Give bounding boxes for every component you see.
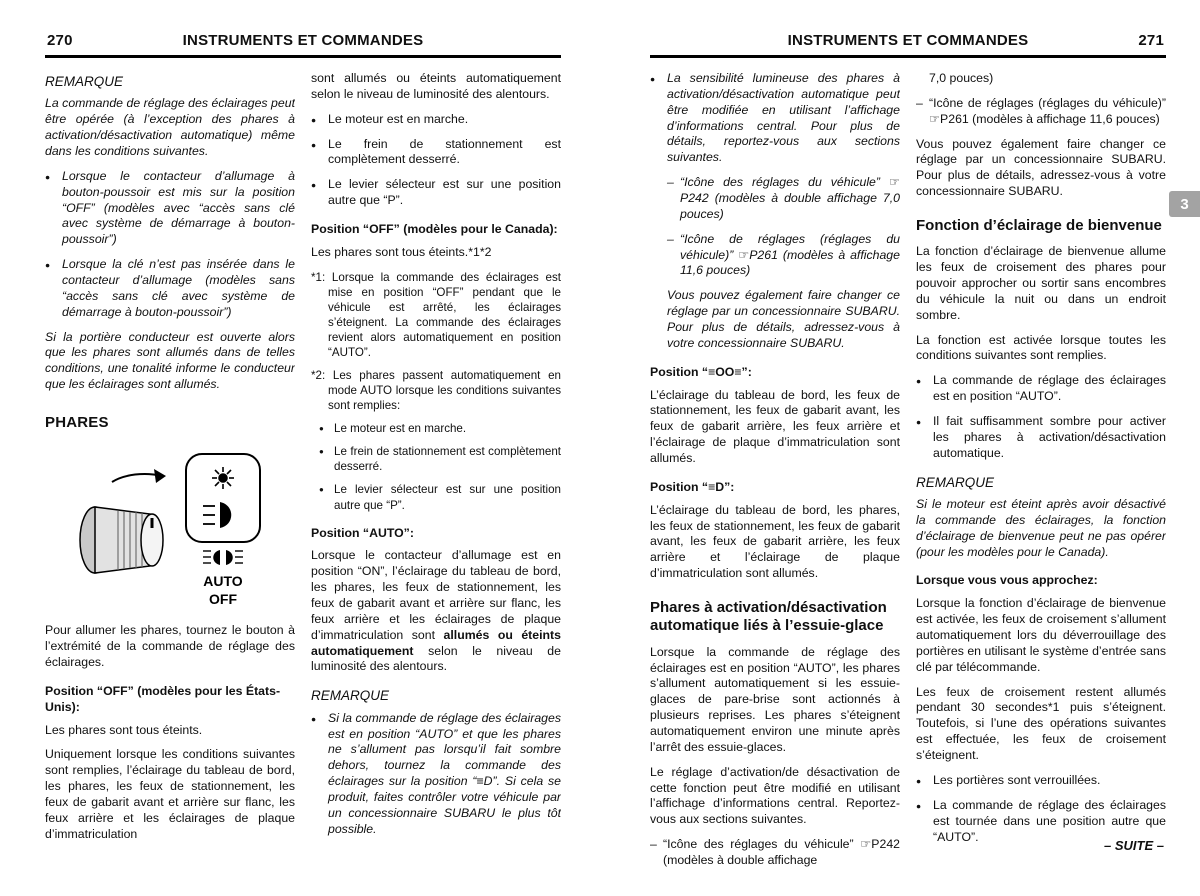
- heading-position-off-canada: Position “OFF” (modèles pour le Canada):: [311, 222, 558, 237]
- list-item: [45, 169, 295, 248]
- paragraph: sont allumés ou éteints automatiquement selon le niveau de luminosité des alentours.: [311, 71, 561, 101]
- list-item: [311, 112, 561, 128]
- paragraph: La fonction est activée lorsque toutes les conditions suivantes sont remplies.: [916, 332, 1166, 363]
- knob-off-label: OFF: [209, 591, 237, 607]
- dash-icon: –: [667, 231, 674, 246]
- paragraph: Vous pouvez également faire changer ce réglage par un concessionnaire SUBARU. Pour plus de détails, adressez-vous à votre concessionnaire SUBARU.: [916, 136, 1166, 199]
- column-3: [650, 71, 900, 878]
- section-heading-welcome-lighting: Fonction d’éclairage de bienvenue: [916, 217, 1162, 235]
- column-2: [311, 71, 561, 852]
- paragraph: Uniquement lorsque les conditions suivantes sont remplies, l’éclairage du tableau de bord, les phares, les feux de stationnement, les feux de gabarit avant et arrière sur flanc, les feux arrière et les éclairages de plaque d’immatriculation: [45, 747, 295, 841]
- headlight-knob-figure: [62, 446, 278, 611]
- list-item: [311, 177, 561, 209]
- list-item-text: La sensibilité lumineuse des phares à activation/désactivation automatique peut être modifiée en utilisant l’affichage d’informations central. Pour plus de détails, reportez-vous aux sections suivantes.: [667, 71, 900, 165]
- list-item: [650, 71, 900, 166]
- paragraph: Pour allumer les phares, tournez le bouton à l’extrémité de la commande de réglage des éclairages.: [45, 623, 295, 669]
- list-item-text: Le moteur est en marche.: [328, 111, 469, 126]
- paragraph: Le réglage d’activation/de désactivation de cette fonction peut être modifié en utilisant l’affichage d’informations central. Reportez-vous aux sections suivantes.: [650, 764, 900, 827]
- remarque-text: La commande de réglage des éclairages peut être opérée (à l’exception des phares à activation/désactivation automatique) même dans les conditions suivantes.: [45, 96, 295, 158]
- list-item-text: Le levier sélecteur est sur une position autre que “P”.: [334, 483, 561, 512]
- bullet-icon: ●: [311, 713, 317, 724]
- list-item-text: Si la commande de réglage des éclairages est en position “AUTO” et que les phares ne s’allument pas lorsqu’il fait sombre dehors, tournez la commande des éclairages sur la position “≡D”. Si cela se produit, faites contrôler votre véhicule par un concessionnaire SUBARU le plus tôt possible.: [328, 710, 561, 836]
- page-271: [650, 0, 1166, 896]
- page-270: [45, 0, 561, 896]
- text-run: selon le niveau de luminosité des alentours.: [311, 643, 561, 674]
- heading-position-off-us: Position “OFF” (modèles pour les États-Unis):: [45, 683, 281, 714]
- dash-list-item: [916, 96, 1166, 128]
- paragraph-position-auto: [311, 548, 561, 675]
- footnote-list-item: [319, 444, 561, 474]
- footnote-list-item: [319, 421, 561, 436]
- heading-position-headlight: Position “≡D”:: [650, 479, 735, 494]
- bold-text-run: allumés ou éteints automatiquement: [311, 627, 561, 658]
- paragraph: Lorsque la commande de réglage des éclairages est en position “AUTO”, les phares s’allument automatiquement si les essuie-glaces de pare-brise sont actionnés à plusieurs reprises. Les phares s’éteignent automatiquement environ une minute après l’arrêt des essuie-glaces.: [650, 644, 900, 754]
- bullet-icon: ●: [311, 180, 317, 191]
- list-item-text: Il fait suffisamment sombre pour activer les phares à activation/désactivation automatique.: [933, 414, 1166, 460]
- left-running-title: INSTRUMENTS ET COMMANDES: [182, 32, 424, 49]
- list-item: [916, 773, 1166, 789]
- bullet-icon: ●: [916, 417, 922, 428]
- section-heading-phares: PHARES: [45, 414, 109, 432]
- left-page-header: [45, 32, 561, 58]
- paragraph: Si la portière conducteur est ouverte alors que les phares sont allumés dans de telles conditions, une tonalité informe le conducteur que les éclairages sont allumés.: [45, 329, 295, 392]
- bullet-icon: ●: [319, 485, 324, 495]
- list-item-text: “Icône des réglages du véhicule” ☞P242 (modèles à double affichage 7,0 pouces): [680, 175, 900, 221]
- rotation-arrowhead: [154, 469, 166, 483]
- list-item-text: “Icône de réglages (réglages du véhicule)” ☞P261 (modèles à affichage 11,6 pouces): [680, 231, 900, 278]
- bullet-icon: ●: [650, 74, 656, 84]
- bullet-icon: ●: [916, 376, 922, 387]
- list-item-text: La commande de réglage des éclairages est tournée dans une position autre que “AUTO”.: [933, 797, 1166, 844]
- list-item: [45, 257, 295, 320]
- bullet-icon: ●: [311, 114, 317, 125]
- dash-list-item: [667, 175, 900, 223]
- page-number-270: 270: [47, 32, 73, 49]
- bullet-icon: ●: [311, 139, 317, 150]
- continuation-text: 7,0 pouces): [929, 71, 994, 85]
- right-running-title: INSTRUMENTS ET COMMANDES: [787, 32, 1029, 49]
- paragraph: Les phares sont tous éteints.*1*2: [311, 244, 492, 259]
- footnote-1: *1: Lorsque la commande des éclairages est mise en position “OFF” pendant que le véhicule est arrêté, les éclairages s’éteignent. La commande des éclairages revient alors automatiquement en position “AUTO”.: [311, 270, 561, 360]
- footnote-list-item: [319, 482, 561, 512]
- bullet-icon: ●: [45, 260, 51, 271]
- remarque-text: Si le moteur est éteint après avoir désactivé la commande des éclairages, la fonction d’éclairage de bienvenue peut ne pas opérer (pour les modèles pour le Canada).: [916, 497, 1166, 559]
- paragraph: Les feux de croisement restent allumés pendant 30 secondes*1 puis s’éteignent. Toutefois, si l’une des opérations suivantes est effectuée, les feux de croisement s’éteignent.: [916, 684, 1166, 763]
- paragraph: L’éclairage du tableau de bord, les feux de stationnement, les feux de gabarit avant, les feux de gabarit arrière, les feux arrière et l’éclairage de plaque d’immatriculation sont allumés.: [650, 387, 900, 466]
- knob-auto-label: AUTO: [203, 573, 243, 590]
- dash-list-item: [667, 232, 900, 280]
- list-item-text: “Icône de réglages (réglages du véhicule)” ☞P261 (modèles à affichage 11,6 pouces): [929, 95, 1166, 126]
- remarque-heading: REMARQUE: [311, 688, 390, 704]
- position-lamps-icon: [212, 467, 234, 489]
- right-page-header: [650, 32, 1166, 58]
- paragraph: Vous pouvez également faire changer ce réglage par un concessionnaire SUBARU. Pour plus de détails, adressez-vous à votre concessionnaire SUBARU.: [667, 288, 900, 350]
- paragraph: Les phares sont tous éteints.: [45, 722, 203, 737]
- heading-position-parking: Position “≡OO≡”:: [650, 364, 752, 379]
- dash-icon: –: [916, 95, 923, 110]
- dash-icon: –: [667, 175, 674, 190]
- list-item-text: Lorsque la clé n’est pas insérée dans le contacteur d’allumage (modèles sans “accès sans clé avec système de démarrage à bouton-poussoir”): [62, 257, 295, 319]
- bullet-icon: ●: [45, 171, 51, 182]
- column-4: [916, 71, 1166, 878]
- chapter-tab-3: 3: [1169, 191, 1200, 217]
- paragraph: La fonction d’éclairage de bienvenue allume les feux de croisement des phares pour pouvoir approcher ou sortir sans encombres du véhicule la nuit ou dans un endroit sombre.: [916, 244, 1166, 322]
- bullet-icon: ●: [319, 447, 324, 457]
- heading-when-you-approach: Lorsque vous vous approchez:: [916, 573, 1098, 588]
- text-run: Lorsque le contacteur d’allumage est en position “ON”, l’éclairage du tableau de bord, les phares, les feux de stationnement, les feux de gabarit avant et arrière sur flanc, les feux arrière et les éclairages de plaque d’immatriculation sont: [311, 548, 561, 642]
- headlight-control-illustration: [62, 446, 278, 606]
- continued-marker: – SUITE –: [1104, 838, 1164, 853]
- list-item-text: Le frein de stationnement est complètement desserré.: [328, 136, 561, 167]
- list-item: [311, 711, 561, 838]
- bullet-icon: ●: [916, 800, 922, 811]
- list-item: [916, 414, 1166, 462]
- rotation-arrow: [112, 474, 162, 482]
- dash-list-item: [650, 837, 900, 869]
- parking-lamps-icon: [203, 550, 243, 565]
- list-item-text: Le levier sélecteur est sur une position autre que “P”.: [328, 177, 561, 208]
- heading-position-auto: Position “AUTO”:: [311, 525, 414, 540]
- bullet-icon: ●: [916, 775, 922, 786]
- paragraph: Lorsque la fonction d’éclairage de bienvenue est activée, les feux de croisement s’allument automatiquement lors du déverrouillage des portières en utilisant le système d’entrée sans clé par télécommande.: [916, 596, 1166, 674]
- section-heading-wiper-linked-headlights: Phares à activation/désactivation automatique liés à l’essuie-glace: [650, 599, 887, 635]
- list-item-text: Le frein de stationnement est complètement desserré.: [334, 445, 561, 474]
- paragraph: L’éclairage du tableau de bord, les phares, les feux de stationnement, les feux de gabarit avant, les feux de gabarit arrière, les feux arrière et l’éclairage de plaque d’immatriculation sont allumés.: [650, 502, 900, 581]
- list-item-text: Le moteur est en marche.: [334, 422, 467, 436]
- remarque-heading: REMARQUE: [916, 474, 995, 490]
- column-1: [45, 71, 295, 852]
- list-item: [311, 137, 561, 169]
- remarque-heading: REMARQUE: [45, 74, 124, 89]
- page-number-271: 271: [1138, 32, 1164, 49]
- list-item-text: Les portières sont verrouillées.: [933, 772, 1101, 787]
- dash-icon: –: [650, 837, 657, 852]
- bullet-icon: ●: [319, 424, 324, 434]
- footnote-2: *2: Les phares passent automatiquement en mode AUTO lorsque les conditions suivantes sont remplies:: [311, 369, 561, 413]
- list-item-text: “Icône des réglages du véhicule” ☞P242 (modèles à double affichage: [663, 837, 900, 867]
- list-item-text: Lorsque le contacteur d’allumage à bouton-poussoir est mis sur la position “OFF” (modèles avec “accès sans clé avec système de démarrage à bouton-poussoir”): [62, 168, 295, 247]
- list-item-text: La commande de réglage des éclairages est en position “AUTO”.: [933, 373, 1166, 404]
- list-item: [916, 373, 1166, 405]
